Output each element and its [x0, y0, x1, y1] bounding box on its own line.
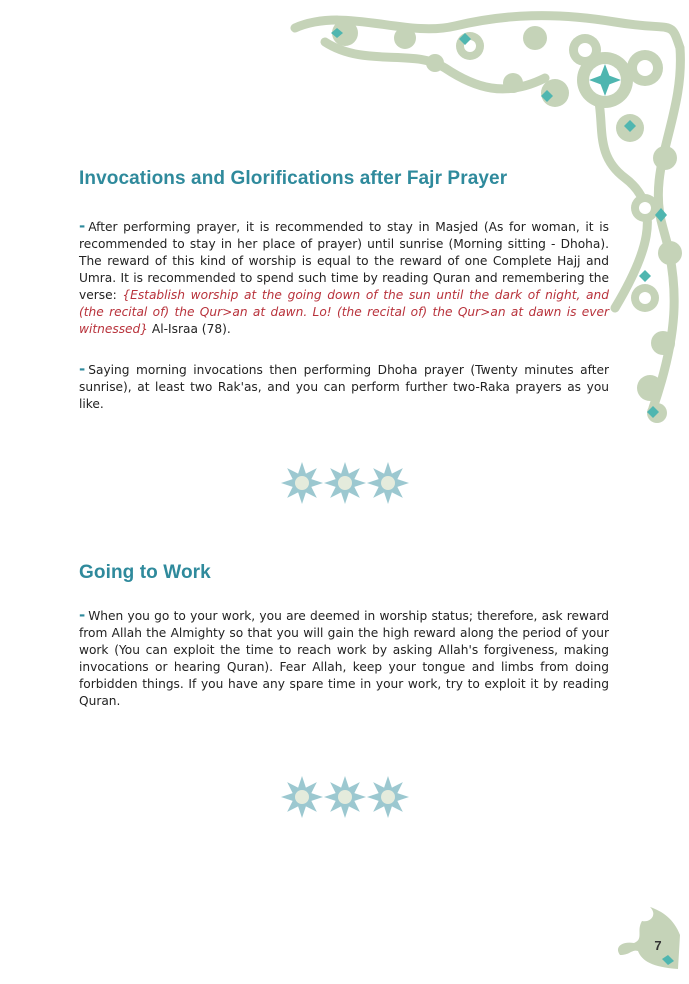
bullet-dash: - [79, 217, 86, 235]
paragraph [79, 361, 609, 413]
star-divider-icon [280, 460, 410, 506]
section-heading: Invocations and Glorifications after Fajr Prayer [79, 168, 508, 189]
verse-reference: Al-Israa (78). [151, 322, 231, 336]
paragraph-text: When you go to your work, you are deemed in worship status; therefore, ask reward from Allah the Almighty so that you will gain the high reward along the period of your work (You can exploit the time to reach work by asking Allah's forgiveness, making invocations or hearing Quran). Fear Allah, keep your tongue and limbs from doing forbidden things. If you have any spare time in your work, try to exploit it by reading Quran. [79, 609, 609, 708]
paragraph [79, 218, 609, 338]
page-number: 7 [654, 938, 662, 953]
bullet-dash: - [79, 360, 86, 378]
bullet-dash: - [79, 606, 86, 624]
section-heading: Going to Work [79, 562, 211, 583]
paragraph-text: Saying morning invocations then performing Dhoha prayer (Twenty minutes after sunrise), at least two Rak'as, and you can perform further two-Raka prayers as you like. [79, 363, 609, 411]
quran-verse: {Establish worship at the going down of the sun until the dark of night, and (the recital of) the Qur>an at dawn. Lo! (the recital of) the Qur>an at dawn is ever witnessed} [79, 288, 609, 336]
paragraph-text: After performing prayer, it is recommended to stay in Masjed (As for woman, it is recommended to stay in her place of prayer) until sunrise (Morning sitting - Dhoha). The reward of this kind of worship is equal to the reward of one Complete Hajj and Umra. It is recommended to spend such time by reading Quran and remembering the verse: [79, 220, 609, 302]
floral-page-corner-icon [612, 905, 682, 971]
star-divider-icon [280, 774, 410, 820]
paragraph [79, 607, 609, 710]
